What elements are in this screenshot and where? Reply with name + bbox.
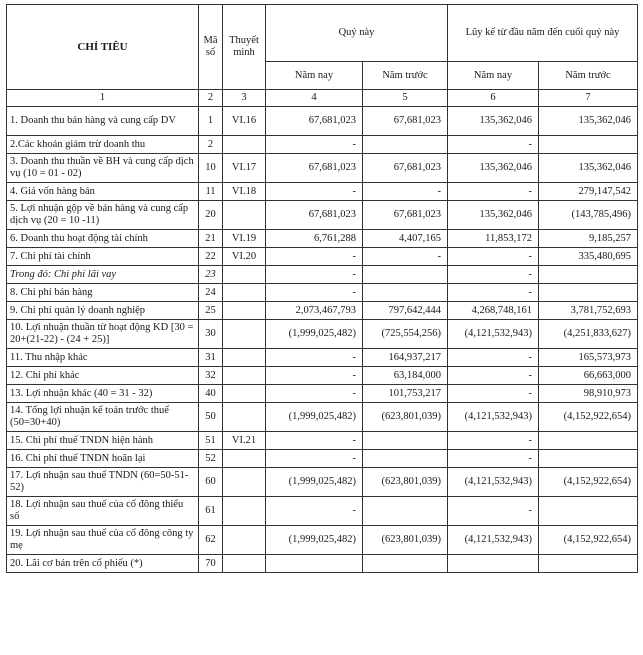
row-quarter-current [266, 555, 363, 573]
row-label: 15. Chi phí thuế TNDN hiện hành [7, 432, 199, 450]
row-quarter-previous [363, 284, 448, 302]
row-quarter-current: 2,073,467,793 [266, 302, 363, 320]
row-note: VI.20 [223, 248, 266, 266]
header-quy-nam-nay: Năm nay [266, 62, 363, 90]
row-code: 22 [199, 248, 223, 266]
table-row [7, 367, 638, 385]
table-row [7, 183, 638, 201]
header-luyke-nam-nay: Năm nay [448, 62, 539, 90]
row-ytd-previous: 135,362,046 [539, 107, 638, 136]
row-quarter-current: - [266, 432, 363, 450]
row-note [223, 266, 266, 284]
table-row [7, 349, 638, 367]
row-code: 24 [199, 284, 223, 302]
row-quarter-previous [363, 497, 448, 526]
row-note: VI.16 [223, 107, 266, 136]
table-row [7, 526, 638, 555]
row-quarter-previous: (623,801,039) [363, 403, 448, 432]
row-quarter-previous: 4,407,165 [363, 230, 448, 248]
row-code: 2 [199, 136, 223, 154]
row-ytd-previous: 9,185,257 [539, 230, 638, 248]
row-ytd-previous: 279,147,542 [539, 183, 638, 201]
row-quarter-current: - [266, 450, 363, 468]
row-quarter-current: - [266, 497, 363, 526]
row-quarter-previous: 67,681,023 [363, 154, 448, 183]
table-row [7, 107, 638, 136]
column-number: 7 [539, 90, 638, 107]
column-number-row [7, 90, 638, 107]
row-ytd-previous: 66,663,000 [539, 367, 638, 385]
row-quarter-current: - [266, 136, 363, 154]
table-row [7, 154, 638, 183]
row-ytd-current: - [448, 284, 539, 302]
table-row [7, 555, 638, 573]
row-ytd-current: - [448, 266, 539, 284]
row-code: 60 [199, 468, 223, 497]
column-number: 1 [7, 90, 199, 107]
row-note [223, 468, 266, 497]
row-ytd-previous: 165,573,973 [539, 349, 638, 367]
column-number: 2 [199, 90, 223, 107]
row-note [223, 284, 266, 302]
row-label: 2.Các khoản giảm trừ doanh thu [7, 136, 199, 154]
row-quarter-current: - [266, 183, 363, 201]
row-code: 70 [199, 555, 223, 573]
row-code: 10 [199, 154, 223, 183]
row-quarter-previous: 164,937,217 [363, 349, 448, 367]
table-row [7, 284, 638, 302]
row-ytd-previous: 335,480,695 [539, 248, 638, 266]
row-code: 40 [199, 385, 223, 403]
row-ytd-current: - [448, 385, 539, 403]
row-quarter-current: - [266, 284, 363, 302]
row-quarter-previous: 101,753,217 [363, 385, 448, 403]
row-label: 18. Lợi nhuận sau thuế của cổ đông thiểu số [7, 497, 199, 526]
row-ytd-current: 135,362,046 [448, 154, 539, 183]
row-quarter-previous [363, 555, 448, 573]
row-code: 51 [199, 432, 223, 450]
row-code: 11 [199, 183, 223, 201]
row-code: 32 [199, 367, 223, 385]
header-ma-so: Mã số [199, 5, 223, 90]
row-ytd-current: 11,853,172 [448, 230, 539, 248]
row-note: VI.17 [223, 154, 266, 183]
row-label: 1. Doanh thu bán hàng và cung cấp DV [7, 107, 199, 136]
header-luyke-nam-truoc: Năm trước [539, 62, 638, 90]
row-note [223, 136, 266, 154]
row-label: 20. Lãi cơ bản trên cổ phiếu (*) [7, 555, 199, 573]
row-ytd-previous: (4,152,922,654) [539, 526, 638, 555]
table-row [7, 468, 638, 497]
row-ytd-previous: (4,152,922,654) [539, 403, 638, 432]
row-note [223, 526, 266, 555]
column-number: 6 [448, 90, 539, 107]
row-quarter-previous: 797,642,444 [363, 302, 448, 320]
row-ytd-current: (4,121,532,943) [448, 320, 539, 349]
row-ytd-current: 4,268,748,161 [448, 302, 539, 320]
row-note [223, 201, 266, 230]
row-quarter-current: 67,681,023 [266, 154, 363, 183]
row-quarter-current: 67,681,023 [266, 201, 363, 230]
row-ytd-current: - [448, 367, 539, 385]
row-quarter-current: (1,999,025,482) [266, 526, 363, 555]
row-ytd-current: - [448, 136, 539, 154]
row-note [223, 320, 266, 349]
row-note [223, 450, 266, 468]
header-luy-ke: Lũy kế từ đầu năm đến cuối quý này [448, 5, 638, 62]
row-label: 8. Chi phí bán hàng [7, 284, 199, 302]
column-number: 4 [266, 90, 363, 107]
row-quarter-previous [363, 136, 448, 154]
row-code: 25 [199, 302, 223, 320]
row-code: 62 [199, 526, 223, 555]
row-label: 11. Thu nhập khác [7, 349, 199, 367]
row-label: 6. Doanh thu hoạt động tài chính [7, 230, 199, 248]
row-note [223, 302, 266, 320]
row-quarter-previous: (623,801,039) [363, 526, 448, 555]
row-ytd-current: (4,121,532,943) [448, 403, 539, 432]
header-thuyet-minh: Thuyết minh [223, 5, 266, 90]
table-row [7, 320, 638, 349]
row-quarter-previous: - [363, 248, 448, 266]
row-ytd-previous [539, 555, 638, 573]
table-row [7, 248, 638, 266]
row-label: 7. Chi phí tài chính [7, 248, 199, 266]
table-row [7, 266, 638, 284]
row-quarter-current: - [266, 266, 363, 284]
row-code: 1 [199, 107, 223, 136]
row-label: 3. Doanh thu thuần về BH và cung cấp dịch vụ (10 = 01 - 02) [7, 154, 199, 183]
row-note: VI.21 [223, 432, 266, 450]
row-code: 23 [199, 266, 223, 284]
row-code: 31 [199, 349, 223, 367]
row-label: 16. Chi phí thuế TNDN hoãn lại [7, 450, 199, 468]
table-row [7, 201, 638, 230]
row-ytd-current: - [448, 450, 539, 468]
row-ytd-previous [539, 266, 638, 284]
row-code: 52 [199, 450, 223, 468]
statement-rows [7, 107, 638, 573]
row-note [223, 555, 266, 573]
row-quarter-current: (1,999,025,482) [266, 320, 363, 349]
row-label: 9. Chi phí quản lý doanh nghiệp [7, 302, 199, 320]
row-quarter-current: - [266, 349, 363, 367]
row-label: 17. Lợi nhuận sau thuế TNDN (60=50-51-52) [7, 468, 199, 497]
table-row [7, 136, 638, 154]
row-quarter-previous: (725,554,256) [363, 320, 448, 349]
income-statement-table [6, 4, 638, 573]
column-number: 5 [363, 90, 448, 107]
row-note: VI.18 [223, 183, 266, 201]
row-ytd-previous: (143,785,496) [539, 201, 638, 230]
row-ytd-previous [539, 136, 638, 154]
row-quarter-current: - [266, 248, 363, 266]
row-quarter-current: (1,999,025,482) [266, 468, 363, 497]
row-quarter-previous: 63,184,000 [363, 367, 448, 385]
row-note [223, 385, 266, 403]
table-row [7, 302, 638, 320]
row-ytd-current: - [448, 248, 539, 266]
row-note [223, 349, 266, 367]
row-code: 50 [199, 403, 223, 432]
row-quarter-current: 6,761,288 [266, 230, 363, 248]
row-label: 14. Tổng lợi nhuận kế toán trước thuế (50=30+40) [7, 403, 199, 432]
row-ytd-current: - [448, 349, 539, 367]
header-quy-nay: Quý này [266, 5, 448, 62]
row-ytd-previous: 3,781,752,693 [539, 302, 638, 320]
row-quarter-previous [363, 432, 448, 450]
row-quarter-previous: (623,801,039) [363, 468, 448, 497]
row-note [223, 367, 266, 385]
row-ytd-current: - [448, 432, 539, 450]
header-quy-nam-truoc: Năm trước [363, 62, 448, 90]
row-code: 20 [199, 201, 223, 230]
row-quarter-previous: 67,681,023 [363, 201, 448, 230]
row-ytd-current: (4,121,532,943) [448, 526, 539, 555]
table-row [7, 450, 638, 468]
row-note: VI.19 [223, 230, 266, 248]
table-row [7, 230, 638, 248]
table-row [7, 497, 638, 526]
row-ytd-previous [539, 497, 638, 526]
row-quarter-previous [363, 450, 448, 468]
row-label: Trong đó: Chi phí lãi vay [7, 266, 199, 284]
row-quarter-previous: 67,681,023 [363, 107, 448, 136]
row-ytd-current: 135,362,046 [448, 107, 539, 136]
row-code: 30 [199, 320, 223, 349]
row-ytd-previous: 98,910,973 [539, 385, 638, 403]
income-statement [6, 4, 637, 573]
row-ytd-current: - [448, 183, 539, 201]
row-label: 10. Lợi nhuận thuần từ hoạt động KD [30 = 20+(21-22) - (24 + 25)] [7, 320, 199, 349]
row-ytd-previous [539, 432, 638, 450]
row-label: 19. Lợi nhuận sau thuế của cổ đông công ty mẹ [7, 526, 199, 555]
row-note [223, 497, 266, 526]
row-quarter-current: - [266, 385, 363, 403]
row-ytd-current [448, 555, 539, 573]
row-quarter-current: - [266, 367, 363, 385]
row-quarter-previous: - [363, 183, 448, 201]
row-ytd-previous: (4,251,833,627) [539, 320, 638, 349]
row-label: 5. Lợi nhuận gộp về bán hàng và cung cấp dịch vụ (20 = 10 -11) [7, 201, 199, 230]
column-number: 3 [223, 90, 266, 107]
row-quarter-current: (1,999,025,482) [266, 403, 363, 432]
row-ytd-current: - [448, 497, 539, 526]
header-chi-tieu: CHỈ TIÊU [7, 5, 199, 90]
row-ytd-previous: (4,152,922,654) [539, 468, 638, 497]
row-quarter-previous [363, 266, 448, 284]
row-ytd-current: (4,121,532,943) [448, 468, 539, 497]
table-row [7, 403, 638, 432]
row-label: 13. Lợi nhuận khác (40 = 31 - 32) [7, 385, 199, 403]
row-ytd-previous [539, 284, 638, 302]
row-ytd-previous [539, 450, 638, 468]
row-label: 12. Chi phí khác [7, 367, 199, 385]
table-row [7, 385, 638, 403]
row-note [223, 403, 266, 432]
row-code: 21 [199, 230, 223, 248]
row-quarter-current: 67,681,023 [266, 107, 363, 136]
row-label: 4. Giá vốn hàng bán [7, 183, 199, 201]
row-ytd-current: 135,362,046 [448, 201, 539, 230]
row-ytd-previous: 135,362,046 [539, 154, 638, 183]
table-row [7, 432, 638, 450]
row-code: 61 [199, 497, 223, 526]
